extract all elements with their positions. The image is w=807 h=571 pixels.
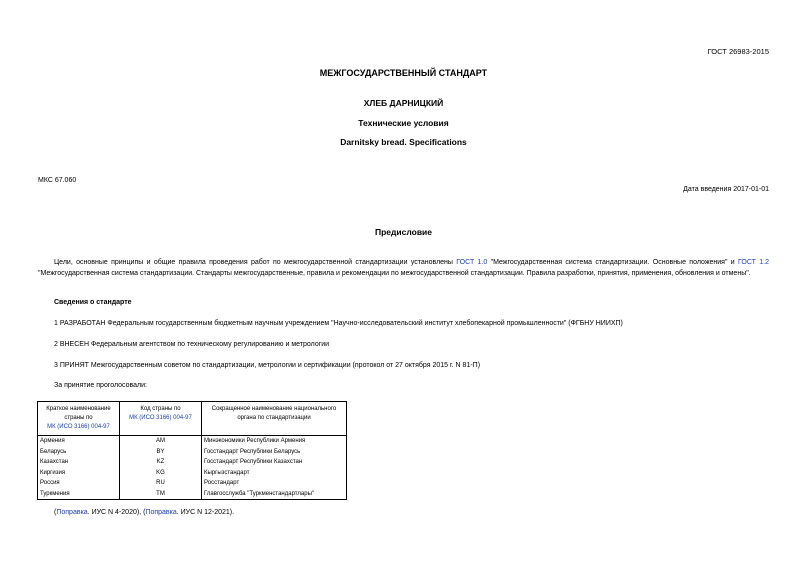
foreword-text-1: Цели, основные принципы и общие правила проведения работ по межгосударственной стандартизации установлены [54,259,457,266]
table-row [38,447,347,458]
body-cell: Главгосслужба "Туркменстандартлары" [202,489,347,500]
table-header-row [38,402,347,436]
body-cell: Госстандарт Республики Беларусь [202,447,347,458]
mk-iso-3166-link[interactable]: МК (ИСО 3166) 004-97 [47,424,110,430]
correction-link-2[interactable]: Поправка [145,509,177,516]
header-country-name-text: Краткое наименование страны по [46,406,111,421]
body-cell: Госстандарт Республики Казахстан [202,457,347,468]
document-title: ХЛЕБ ДАРНИЦКИЙ [363,98,444,108]
foreword-text-2: "Межгосударственная система стандартизации. Основные положения" и [487,259,738,266]
body-cell: Росстандарт [202,478,347,489]
code-cell: RU [120,478,202,489]
country-cell: Армения [38,436,120,447]
document-subtitle: Технические условия [358,118,449,128]
table-row [38,478,347,489]
foreword-text-3: "Межгосударственная система стандартизации. Стандарты межгосударственные, правила и рекомендации по межгосударственной стандартизации. Правила разработки, принятия, применения, обновления и отмены". [38,270,751,277]
table-row [38,457,347,468]
standard-info-heading: Сведения о стандарте [54,299,132,306]
gost-1-0-link[interactable]: ГОСТ 1.0 [456,259,488,266]
correction-link-1[interactable]: Поправка [56,509,88,516]
code-cell: KZ [120,457,202,468]
code-cell: TM [120,489,202,500]
document-code: ГОСТ 26983-2015 [707,47,769,56]
body-cell: Минэкономики Республики Армения [202,436,347,447]
adopted-by-item: 3 ПРИНЯТ Межгосударственным советом по стандартизации, метрологии и сертификации (протокол от 27 октября 2015 г. N 81-П) [54,362,481,369]
mk-iso-3166-link[interactable]: МК (ИСО 3166) 004-97 [129,415,192,421]
table-row [38,468,347,479]
introduced-by-item: 2 ВНЕСЕН Федеральным агентством по техническому регулированию и метрологии [54,341,330,348]
standard-header: МЕЖГОСУДАРСТВЕННЫЙ СТАНДАРТ [319,68,488,78]
voted-for-label: За принятие проголосовали: [54,382,147,389]
table-row [38,436,347,447]
corrections-note [54,509,234,516]
code-cell: BY [120,447,202,458]
header-country-name [38,402,120,436]
mks-code: МКС 67.060 [38,177,77,184]
developed-by-item: 1 РАЗРАБОТАН Федеральным государственным бюджетным научным учреждением "Научно-исследовательский институт хлебопекарной промышленности" (ФГБНУ НИИХП) [54,320,623,327]
country-cell: Казахстан [38,457,120,468]
voting-countries-table [37,401,347,500]
corrections-open: ( [54,509,57,516]
code-cell: KG [120,468,202,479]
header-national-body: Сокращенное наименование национального органа по стандартизации [202,402,347,436]
country-cell: Туркмения [38,489,120,500]
foreword-paragraph [38,257,769,279]
country-cell: Россия [38,478,120,489]
code-cell: AM [120,436,202,447]
document-title-english: Darnitsky bread. Specifications [340,137,467,147]
introduction-date: Дата введения 2017-01-01 [683,186,769,193]
table-row [38,489,347,500]
gost-1-2-link[interactable]: ГОСТ 1.2 [738,259,769,266]
header-country-code [120,402,202,436]
corrections-text-1: . ИУС N 4-2020), ( [87,509,146,516]
corrections-text-2: . ИУС N 12-2021). [176,509,235,516]
country-cell: Беларусь [38,447,120,458]
header-country-code-text: Код страны по [140,406,181,412]
body-cell: Кыргызстандарт [202,468,347,479]
foreword-heading: Предисловие [374,227,433,237]
country-cell: Киргизия [38,468,120,479]
